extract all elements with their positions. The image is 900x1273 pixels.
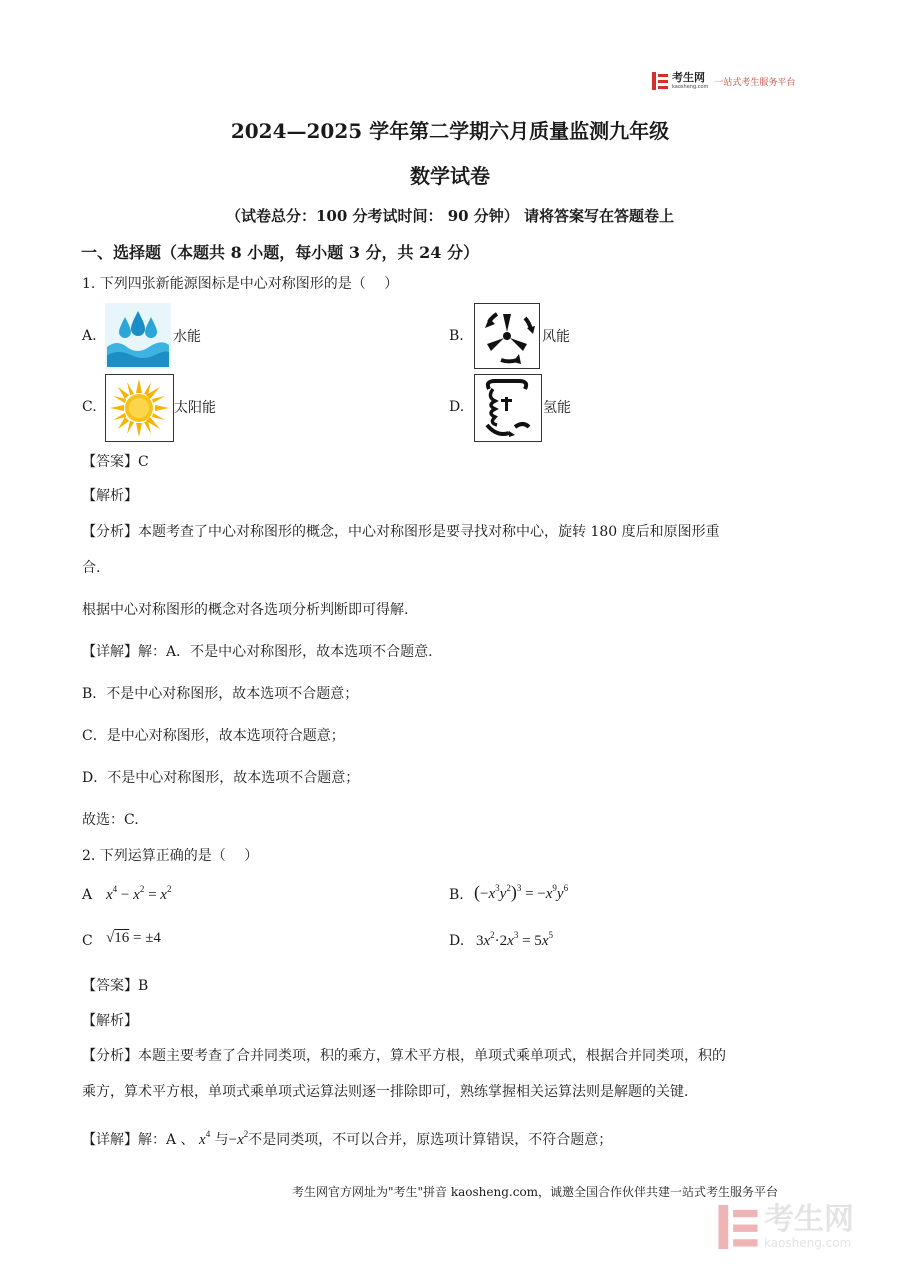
q1-option-d-label: 氢能 [543, 400, 571, 416]
page-footer: 考生网官方网址为"考生"拼音 kaosheng.com，诚邀全国合作伙伴共建一站式考生服务平台 [292, 1185, 779, 1199]
fenxi-tag: 【分析】 [82, 1048, 138, 1064]
q1-option-c-label: 太阳能 [174, 400, 216, 416]
q1-detail-d: D．不是中心对称图形，故本选项不合题意； [82, 770, 360, 786]
q1-analysis-tag: 【解析】 [82, 488, 138, 504]
q1-option-d-letter: D. [449, 399, 465, 415]
q1-answer [82, 452, 149, 472]
fenxi-text: 本题考查了中心对称图形的概念，中心对称图形是要寻找对称中心，旋转 180 度后和原图形重 [138, 524, 720, 540]
sun-icon [105, 374, 174, 442]
brand-name: 考生网 [672, 71, 705, 84]
q2-option-b-letter: B. [449, 887, 464, 903]
q1-stem: 1. 下列四张新能源图标是中心对称图形的是（ ） [82, 276, 399, 292]
exam-note: （试卷总分：100 分考试时间： 90 分钟） 请将答案写在答题卷上 [225, 207, 675, 225]
q2-option-d-formula: $3x^2\cdot 2x^3 = 5x^5$ [476, 930, 553, 949]
detail-text-3: 不是同类项，不可以合并，原选项计算错误，不符合题意； [248, 1132, 613, 1148]
q1-detail-b: B．不是中心对称图形，故本选项不合题意； [82, 686, 359, 702]
answer-value: B [138, 978, 149, 994]
q1-detail-c: C．是中心对称图形，故本选项符合题意； [82, 728, 345, 744]
exam-subject: 数学试卷 [410, 164, 490, 188]
answer-tag: 【答案】 [82, 454, 138, 470]
q1-detail-a [82, 642, 433, 662]
q1-fenxi-line3: 根据中心对称图形的概念对各选项分析判断即可得解. [82, 602, 409, 618]
detail-text-1: 解：A 、 [138, 1132, 195, 1148]
wind-turbine-icon [474, 303, 540, 369]
detail-tag: 【详解】 [82, 1132, 138, 1148]
q2-fenxi-line2: 乘方，算术平方根，单项式乘单项式运算法则逐一排除即可，熟练掌握相关运算法则是解题的关键. [82, 1084, 689, 1100]
q1-option-c-letter: C. [82, 399, 97, 415]
detail-math-1: $x^4$ [199, 1129, 211, 1148]
q1-option-a-label: 水能 [173, 329, 201, 345]
q2-detail-a [82, 1124, 612, 1150]
q1-option-a-letter: A. [82, 328, 97, 344]
q2-answer [82, 976, 148, 996]
q2-option-b-formula: $(-x^3y^2)^3 = -x^9y^6$ [474, 882, 569, 902]
water-drops-icon [105, 303, 171, 369]
brand-slogan: 一站式考生服务平台 [714, 77, 796, 88]
q2-analysis-tag: 【解析】 [82, 1013, 138, 1029]
kaosheng-logo-icon [652, 72, 668, 90]
q2-option-c-letter: C [82, 933, 93, 949]
watermark [718, 1204, 854, 1250]
brand-url: kaosheng.com [672, 84, 709, 90]
q1-option-b-label: 风能 [542, 329, 570, 345]
watermark-url: kaosheng.com [764, 1236, 852, 1250]
detail-tag: 【详解】 [82, 644, 138, 660]
watermark-name: 考生网 [764, 1202, 854, 1237]
q2-option-a-formula: $x^4 - x^2 = x^2$ [106, 884, 172, 903]
answer-value: C [138, 454, 149, 470]
detail-math-2: $-x^2$ [228, 1129, 249, 1148]
hydrogen-icon [474, 374, 542, 442]
q1-conclusion: 故选：C. [82, 812, 139, 828]
q1-option-b-letter: B. [449, 328, 464, 344]
q2-option-d-letter: D. [449, 933, 465, 949]
detail-text: 解：A．不是中心对称图形，故本选项不合题意. [138, 644, 433, 660]
answer-tag: 【答案】 [82, 978, 138, 994]
q2-option-c-formula: √16 = ±4 [106, 930, 161, 946]
detail-text-2: 与 [214, 1132, 229, 1148]
exam-title: 2024—2025 学年第二学期六月质量监测九年级 [230, 119, 670, 143]
watermark-logo-icon [718, 1205, 758, 1249]
q1-fenxi-line2: 合. [82, 560, 101, 576]
fenxi-text: 本题主要考查了合并同类项，积的乘方，算术平方根，单项式乘单项式，根据合并同类项，积的 [138, 1048, 726, 1064]
brand-logo [652, 72, 795, 90]
q2-option-a-letter: A [82, 887, 93, 903]
section-heading: 一、选择题（本题共 8 小题，每小题 3 分，共 24 分） [81, 243, 479, 262]
q1-fenxi-line1 [82, 522, 720, 542]
q2-fenxi-line1 [82, 1046, 726, 1066]
fenxi-tag: 【分析】 [82, 524, 138, 540]
q2-stem: 2. 下列运算正确的是（ ） [82, 848, 259, 864]
